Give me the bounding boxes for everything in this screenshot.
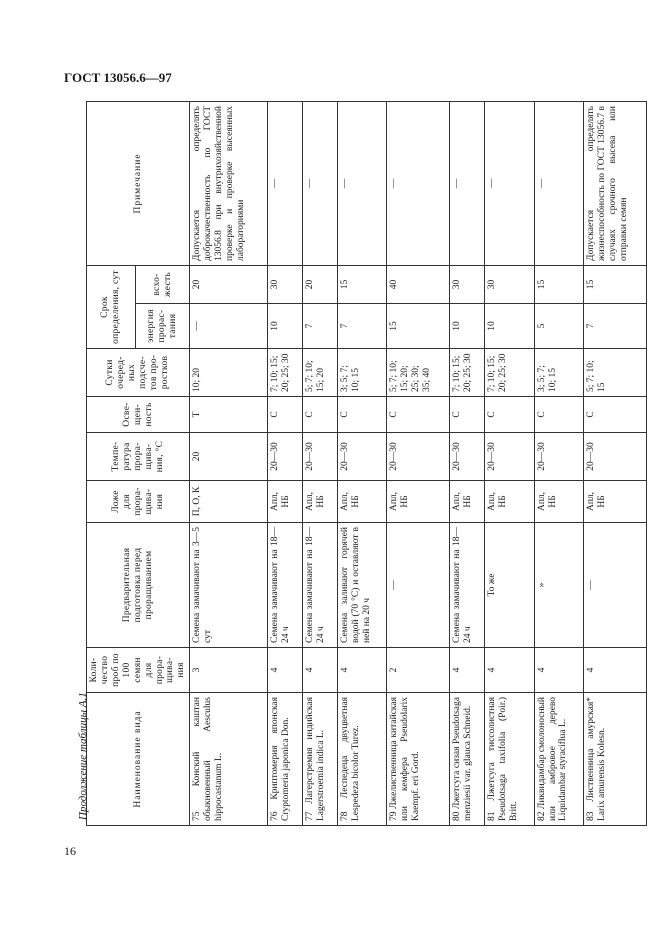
- cell-light: С: [337, 397, 386, 433]
- table-row: [302, 102, 337, 826]
- cell-name: 81 Лжетсуга тиссолистная Pseudotsaga taxifolia (Poir.) Britt.: [485, 693, 534, 826]
- cell-days: 10; 20: [190, 349, 268, 397]
- cell-bed: Апл, НБ: [267, 481, 302, 523]
- cell-note: —: [534, 102, 583, 266]
- cell-energy: 7: [583, 304, 646, 349]
- cell-temp: 20—30: [302, 433, 337, 481]
- cell-note: Допускается определять жизнеспособность по ГОСТ 13056.7 в случаях срочного высева или отправки семян: [583, 102, 646, 266]
- cell-germ: 15: [583, 266, 646, 304]
- cell-light: Т: [190, 397, 268, 433]
- table-row: [583, 102, 646, 826]
- cell-temp: 20: [190, 433, 268, 481]
- col-header-note: Примечание: [87, 102, 190, 266]
- cell-name: 75 Конский каштан обыкновенный Aesculus hippocastanum L.: [190, 693, 268, 826]
- col-header-name: Наименование вида: [87, 693, 190, 826]
- cell-prep: Семена замачивают на 18—24 ч: [302, 523, 337, 648]
- cell-light: С: [387, 397, 450, 433]
- cell-days: 5; 7; 10; 15; 20: [302, 349, 337, 397]
- cell-light: С: [534, 397, 583, 433]
- col-header-prep: Предварительная подготовка перед проращиванием: [87, 523, 190, 648]
- cell-energy: 5: [534, 304, 583, 349]
- cell-temp: 20—30: [337, 433, 386, 481]
- cell-bed: Апл, НБ: [450, 481, 485, 523]
- col-header-count: Коли-чество проб по 100 семян для прора-щива-ния: [87, 648, 190, 693]
- cell-bed: Апл, НБ: [485, 481, 534, 523]
- cell-note: —: [267, 102, 302, 266]
- cell-name: 82 Ликвидамбар смолоносный или амбровое дерево Liquidambar styraciflua L.: [534, 693, 583, 826]
- cell-energy: 10: [485, 304, 534, 349]
- cell-prep: —: [387, 523, 450, 648]
- cell-note: —: [450, 102, 485, 266]
- cell-count: 3: [190, 648, 268, 693]
- cell-name: 80 Лжетсуга сизая Pseudotsaga menziesii var. glauca Schneid.: [450, 693, 485, 826]
- cell-bed: Апл, НБ: [387, 481, 450, 523]
- cell-temp: 20—30: [534, 433, 583, 481]
- table-row: [337, 102, 386, 826]
- cell-prep: Семена замачивают на 3—5 сут: [190, 523, 268, 648]
- cell-light: С: [450, 397, 485, 433]
- cell-light: С: [485, 397, 534, 433]
- cell-bed: П, О, К: [190, 481, 268, 523]
- cell-energy: 7: [302, 304, 337, 349]
- cell-germ: 30: [450, 266, 485, 304]
- cell-count: 4: [534, 648, 583, 693]
- col-header-energy: энергия прорас-тания: [135, 304, 189, 349]
- cell-germ: 30: [267, 266, 302, 304]
- col-header-term: Срок определения, сут: [87, 266, 136, 349]
- cell-light: С: [267, 397, 302, 433]
- cell-germ: 20: [190, 266, 268, 304]
- cell-germ: 20: [302, 266, 337, 304]
- cell-note: —: [302, 102, 337, 266]
- cell-note: Допускается определять доброкачественность по ГОСТ 13056.8 при внутрихозяйственной проверке и проверке высеянных лабораториями: [190, 102, 268, 266]
- cell-count: 4: [337, 648, 386, 693]
- col-header-temp: Темпе-ратура прора-щива-ния, °С: [87, 433, 190, 481]
- cell-germ: 30: [485, 266, 534, 304]
- cell-count: 2: [387, 648, 450, 693]
- cell-energy: 10: [267, 304, 302, 349]
- cell-prep: Семена замачивают на 18—24 ч: [267, 523, 302, 648]
- cell-bed: Апл, НБ: [337, 481, 386, 523]
- col-header-germ: всхо-жесть: [135, 266, 189, 304]
- cell-energy: —: [190, 304, 268, 349]
- cell-temp: 20—30: [450, 433, 485, 481]
- cell-prep: То же: [485, 523, 534, 648]
- col-header-bed: Ложе для прора-щива-ния: [87, 481, 190, 523]
- table-row: [267, 102, 302, 826]
- cell-temp: 20—30: [583, 433, 646, 481]
- cell-count: 4: [267, 648, 302, 693]
- table-row: [485, 102, 534, 826]
- cell-bed: Апл, НБ: [534, 481, 583, 523]
- cell-count: 4: [583, 648, 646, 693]
- cell-prep: Семена замачивают на 18—24 ч: [450, 523, 485, 648]
- cell-days: 3; 5; 7; 10; 15: [337, 349, 386, 397]
- cell-prep: —: [583, 523, 646, 648]
- col-header-light: Осве-щен-ность: [87, 397, 190, 433]
- cell-count: 4: [302, 648, 337, 693]
- cell-days: 5; 7; 10; 15; 20; 25; 30; 35; 40: [387, 349, 450, 397]
- cell-energy: 10: [450, 304, 485, 349]
- cell-bed: Апл, НБ: [302, 481, 337, 523]
- table-row: [387, 102, 450, 826]
- cell-light: С: [302, 397, 337, 433]
- cell-temp: 20—30: [387, 433, 450, 481]
- page-number: 16: [64, 844, 76, 858]
- table-row: [450, 102, 485, 826]
- cell-name: 76 Криптомерия японская Cryptomeria japonica Don.: [267, 693, 302, 826]
- table-row: [534, 102, 583, 826]
- document-header: ГОСТ 13056.6—97: [64, 70, 172, 85]
- cell-name: 77 Лагерстремия индийская Lagerstroemia indica L.: [302, 693, 337, 826]
- cell-days: 3; 5; 7; 10; 15: [534, 349, 583, 397]
- col-header-days: Сутки очеред-ных подсче-тов про-ростков: [87, 349, 190, 397]
- cell-light: С: [583, 397, 646, 433]
- cell-days: 7; 10; 15; 20; 25; 30: [485, 349, 534, 397]
- cell-temp: 20—30: [485, 433, 534, 481]
- cell-prep: »: [534, 523, 583, 648]
- cell-germ: 15: [534, 266, 583, 304]
- cell-days: 7; 10; 15; 20; 25; 30: [450, 349, 485, 397]
- cell-name: 79 Лжелиственница китайская или кемфера Pseudolarix Kaempf. eri Gord.: [387, 693, 450, 826]
- table-caption: Продолжение таблицы А.1: [77, 692, 89, 820]
- seed-germination-table: [86, 101, 647, 826]
- cell-note: —: [337, 102, 386, 266]
- cell-bed: Апл, НБ: [583, 481, 646, 523]
- cell-days: 7; 10; 15; 20; 25; 30: [267, 349, 302, 397]
- cell-days: 5; 7; 10; 15: [583, 349, 646, 397]
- table-row: [190, 102, 268, 826]
- cell-count: 4: [485, 648, 534, 693]
- cell-energy: 7: [337, 304, 386, 349]
- cell-count: 4: [450, 648, 485, 693]
- cell-name: 78 Леспедеца двуцветная Lespedeza bicolor Turez.: [337, 693, 386, 826]
- cell-name: 83 Лиственница амурская* Larix amurensis Kolesn.: [583, 693, 646, 826]
- cell-germ: 15: [337, 266, 386, 304]
- cell-temp: 20—30: [267, 433, 302, 481]
- cell-germ: 40: [387, 266, 450, 304]
- cell-note: —: [387, 102, 450, 266]
- cell-note: —: [485, 102, 534, 266]
- cell-energy: 15: [387, 304, 450, 349]
- cell-prep: Семена заливают горячей водой (70 °С) и оставляют в ней на 20 ч: [337, 523, 386, 648]
- rotated-table-wrapper: [86, 102, 639, 826]
